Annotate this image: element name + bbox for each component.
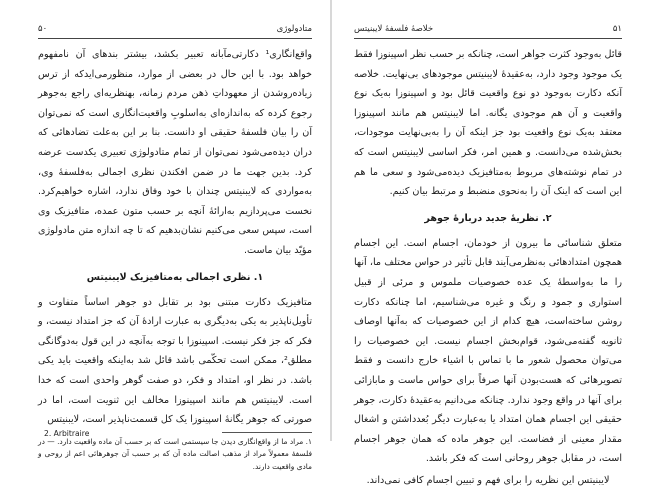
left-page-number: ۵۰ bbox=[38, 24, 48, 34]
right-page-number: ۵۱ bbox=[612, 24, 622, 34]
left-footnote: ۱. مراد ما از واقع‌انگاری دیدن جا سیستمی است که بر حسب آن ماده واقعیت دارد. — در فلسفهٔ معمولاً مراد از مذهب اصالت ماده آن که بر حسب آن جوهرهائی اعم از روحی و مادی واقعیت دارند. bbox=[38, 436, 312, 471]
left-section-heading: ۱. نظری اجمالی به‌متافیزیک لایبنیتس bbox=[86, 271, 264, 283]
left-page bbox=[0, 0, 330, 471]
right-paragraph-2: متعلق شناسائی ما بیرون از خودمان، اجسام است. این اجسام همچون امتدادهائی به‌نظرمی‌آیند قابل تأثیر در حواس مختلف ما، آنها را ما به‌واسطهٔ یک عده خصوصیات ملموس و مرئی از قبیل استواری و جمود و رنگ و غیره می‌شناسیم، اما چنانکه دکارت روشن ساخته‌است، هیچ کدام از این خصوصیات که به‌آنها اوصاف ثانویه گفته‌می‌شود، قوام‌بخش اجسام نیست. این خصوصیات را می‌توان محصول شعور ما با تماس با اشیاء خارج دانست و فقط تصویرهائی که هست‌بودن آنها صرفاً برای حواس ماست و مابازائی برای آنها در واقع وجود ندارد. چنانکه می‌دانیم به‌عقیدهٔ دکارت، جوهر حقیقی این اجسام همان امتداد یا به‌عبارت دیگر بُعدداشتن و اشغال مقدار معینی از فضاست. این جوهر ماده که همان جوهر اجسام است، در مقابل جوهر روحانی است که فکر باشد. bbox=[354, 237, 622, 465]
right-running-title: خلاصهٔ فلسفهٔ لایبنیتس bbox=[354, 24, 434, 34]
right-page bbox=[332, 0, 662, 486]
right-closing-line: لایبنیتس این نظریه را برای فهم و تبیین اجسام کافی نمی‌داند. bbox=[366, 474, 610, 486]
left-paragraph-1: واقع‌انگاری¹ دکارتی‌مآبانه تعبیر بکشد، بیشتر بندهای آن نامفهوم خواهد بود. با این حال در بعضی از موارد، منظورمی‌ایدکه از ترس زیاده‌روشدن از معهوداتِ ذهن مردم زمانه، بهنظریه‌ای راجع به‌جوهر رجوع کرده که به‌اندازه‌ای به‌اسلوبِ واقعیت‌انگاری است که نمی‌توان آن را بیان فلسفهٔ حقیقی او دانست. بنا بر این به‌علت تضادهائی که دران دیده‌می‌شود نمی‌توان از تمام متادولوژی تعبیری یکدست عرضه کرد. بدین جهت ما در ضمن افکندن نظری اجمالی به‌فلسفهٔ وی، به‌مواردی که لایبنیتس چندان با خود وفاق ندارد، اشاره خواهیم‌کرد. نخست می‌پردازیم به‌ارائهٔ آنچه بر حسب متون عمده، متافیزیک وی است، سپس سعی می‌کنیم نشان‌بدهیم که تا چه اندازه متن مادولوژی مؤیّد بیان ماست. bbox=[38, 49, 312, 256]
footnote-divider bbox=[222, 432, 312, 433]
left-running-head bbox=[38, 24, 312, 39]
left-footnote-latin: 2. Arbitraire bbox=[44, 429, 90, 438]
left-running-title: متادولوژی bbox=[276, 24, 312, 34]
left-paragraph-2: متافیزیک دکارت مبتنی بود بر تقابل دو جوهر اساساً متفاوت و تأویل‌ناپذیر به یکی به‌دیگری به عبارت ارادهٔ آن که جز امتداد نیست، و فکر که جز فکر نیست. اسپینوزا با توجه به‌آنچه در این قول به‌دوگانگی مطلق²، ممکن است تحکّمی باشد قائل شد به‌اینکه واقعیت باید یکی باشد. در نظر او، امتداد و فکر، دو صفت گوهر واحدی است که خدا است. لایبنیتس هم مانند اسپینوزا مخالف این ثنویت است، اما در صورتی که جوهر یگانهٔ اسپینوزا یک کل قسمت‌ناپذیر است، لایبنیتس bbox=[38, 296, 312, 426]
right-running-head bbox=[354, 24, 622, 39]
right-paragraph-1: قائل به‌وجود کثرت جواهر است، چنانکه بر حسب نظر اسپینوزا فقط یک موجود وجود دارد، به‌عقیدهٔ لایبنیتس موجودهای بی‌نهایت. خلاصه آنکه دکارت به‌وجود دو نوع واقعیت قائل بود و اسپینوزا به‌یک نوع واقعیت و آن هم موجودی یگانه. اما لایبنیتس هم مانند اسپینوزا معتقد به‌یک نوع واقعیت بود جز اینکه آن را به‌بی‌نهایت موجودات، بخش‌شده می‌دانست. و همین امر، فکر اساسی لایبنیتس است که در تمام نوشته‌های مربوط به‌متافیزیک دیده‌می‌شود و سعی ما هم این است که اینک آن را به‌نحوی منضبط و مرتبط بیان کنیم. bbox=[354, 49, 622, 198]
right-section-heading: ۲. نظریهٔ جدید دربارهٔ جوهر bbox=[424, 212, 552, 224]
